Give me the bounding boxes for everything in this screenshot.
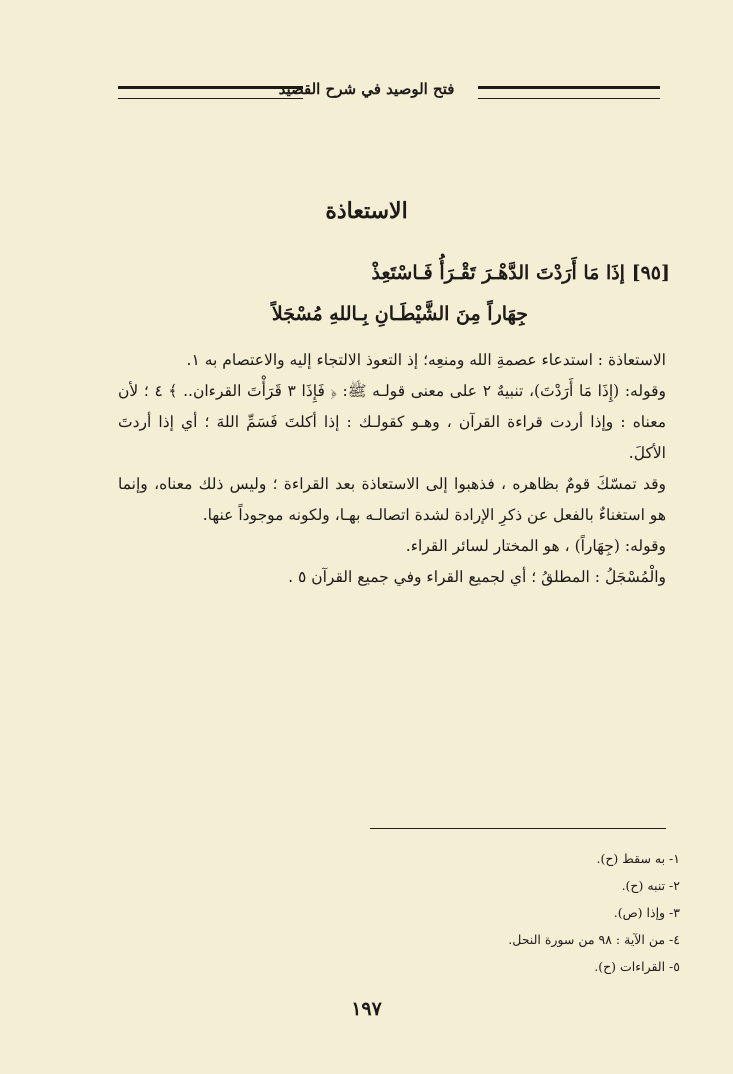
header-rule-right [478,86,660,99]
header-rule-left [118,86,303,99]
running-header: فتح الوصيد في شرح القصيد [278,80,455,98]
footnote-divider [370,828,666,829]
body-text [118,345,666,593]
verse-line-1: [٩٥] إذَا مَا أَرَدْتَ الدَّهْـرَ تَقْـرَأُ فَـاسْتَعِذْ [371,262,670,284]
verse-line-2: جِهَاراً مِنَ الشَّيْطَـانِ بِـاللهِ مُسْجَلاً [271,303,529,325]
paragraph: وقوله: (جِهَاراً) ، هو المختار لسائر القراء. [405,537,666,555]
footnotes [380,845,680,980]
paragraph: وقوله: (إِذَا مَا أَرَدْتَ)، تنبيهٌ ٢ على معنى قولـه ﷺ: ﴿ فَإِذَا ٣ قَرَأْتَ القرءان.. ﴾ ٤ ؛ لأن معناه : وإذا أردت قراءة القرآن ، وهـو كقولـك : إذا أكلتَ فَسَمِّ اللهَ ؛ أي إذا أردتَ الأكلَ. [118,382,666,462]
paragraph: الاستعاذة : استدعاء عصمةِ الله ومنعِه؛ إذ التعوذ الالتجاء إليه والاعتصام به ١. [186,351,666,369]
section-heading: الاستعاذة [325,198,408,224]
footnote: ١- به سقط (ح). [596,851,680,866]
footnote: ٢- تنبه (ح). [621,878,680,893]
footnote: ٤- من الآية : ٩٨ من سورة النحل. [508,932,680,947]
footnote: ٥- القراءات (ح). [594,959,680,974]
page-number: ١٩٧ [351,998,382,1020]
paragraph: وقد تمسّكَ قومٌ بظاهره ، فذهبوا إلى الاستعاذة بعد القراءة ؛ وليس ذلك معناه، وإنما هو استغناءٌ بالفعل عن ذكرِ الإرادة لشدة اتصالـه بهـا، ولكونه موجوداً عنها. [118,475,666,524]
paragraph: والْمُسْجَلُ : المطلقُ ؛ أي لجميع القراء وفي جميع القرآن ٥ . [288,568,666,586]
footnote: ٣- وإذا (ص). [613,905,680,920]
